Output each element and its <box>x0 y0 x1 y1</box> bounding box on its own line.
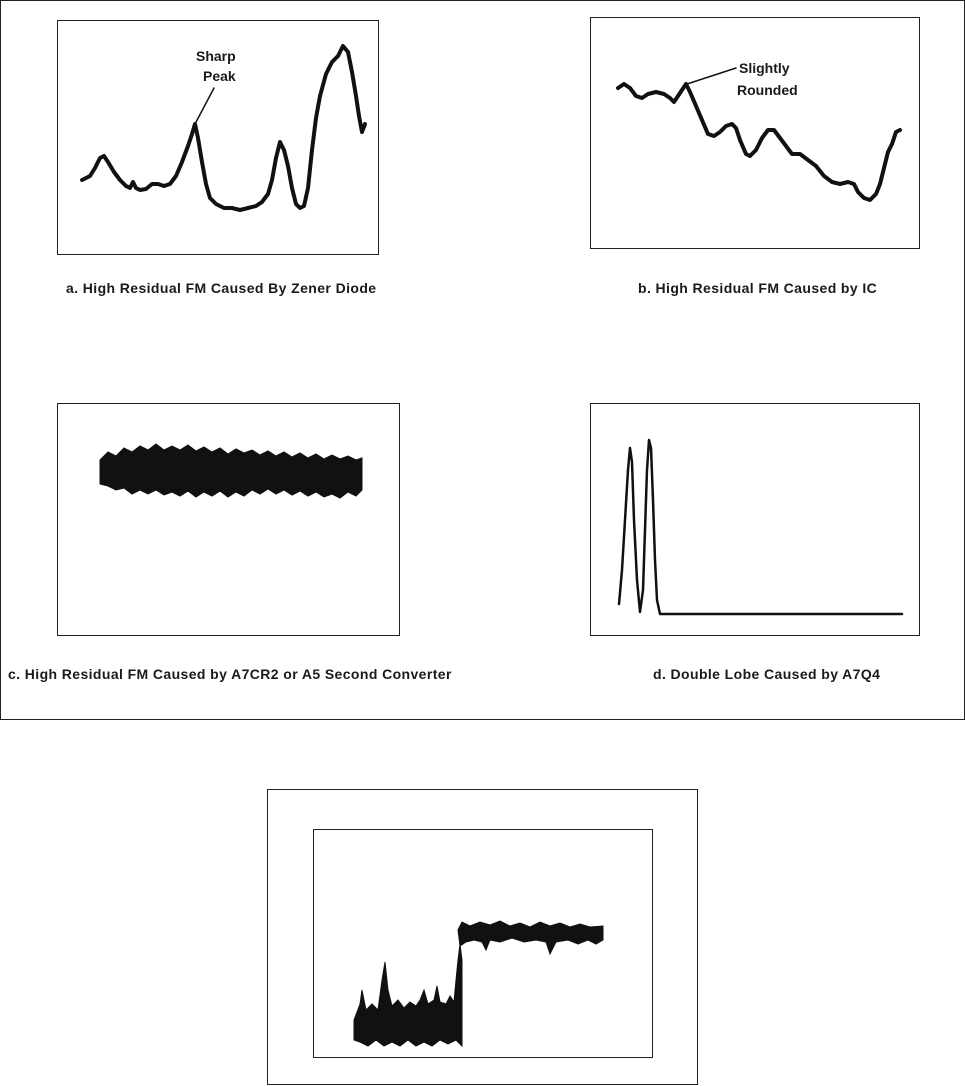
panel-d-caption: d. Double Lobe Caused by A7Q4 <box>653 666 881 682</box>
panel-b-annotation-line1: Slightly <box>739 60 790 76</box>
bottom-high-noise-band <box>458 921 603 954</box>
bottom-low-noise-band <box>354 944 462 1046</box>
panel-c-caption: c. High Residual FM Caused by A7CR2 or A5 Second Converter <box>8 666 452 682</box>
panel-a-annotation-line2: Peak <box>203 68 236 84</box>
panel-a-annotation-line1: Sharp <box>196 48 236 64</box>
panel-b-caption: b. High Residual FM Caused by IC <box>638 280 878 296</box>
panel-a-caption: a. High Residual FM Caused By Zener Diode <box>66 280 377 296</box>
panel-b-annotation-line2: Rounded <box>737 82 798 98</box>
